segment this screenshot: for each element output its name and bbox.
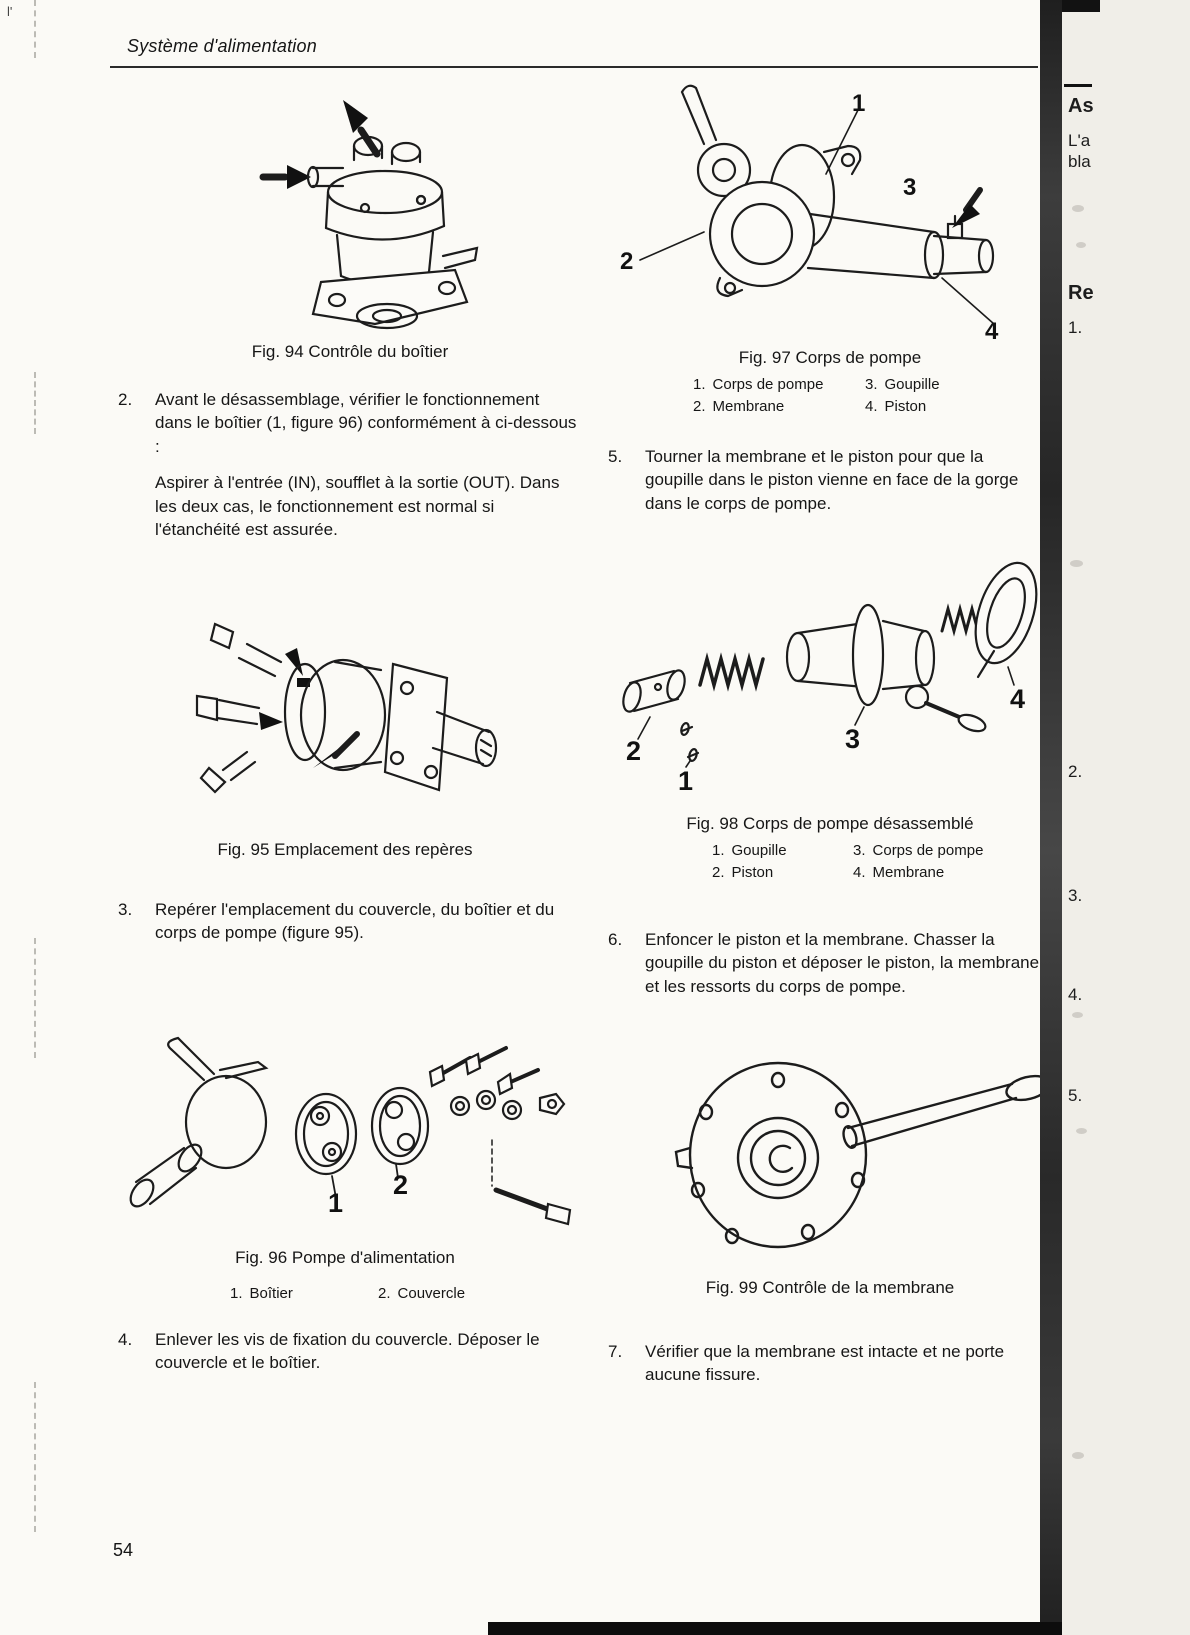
fig97-legend-item [865, 398, 926, 415]
fig98-svg [612, 535, 1052, 795]
scan-corner-mark: l' [7, 4, 13, 19]
legend-num: 4. [853, 864, 866, 881]
edge-text-re: Re [1068, 282, 1094, 304]
legend-label: Membrane [872, 864, 945, 881]
legend-label: Goupille [731, 842, 787, 859]
step-6 [608, 928, 1048, 998]
header-rule [110, 66, 1038, 68]
scan-edge-dash [1064, 84, 1092, 87]
scan-artifact-line [34, 372, 36, 434]
scan-bottom-bar [488, 1622, 1062, 1635]
fig96-legend-item [378, 1285, 465, 1302]
fig96-drawing [108, 1012, 588, 1232]
legend-label: Boîtier [249, 1285, 293, 1302]
step-6-number: 6. [608, 930, 623, 949]
fig98-callout-1: 1 [678, 766, 694, 796]
fig97-legend-item [693, 398, 784, 415]
step-7 [608, 1340, 1046, 1387]
fig99-svg [640, 1040, 1060, 1265]
fig96-callout-2: 2 [393, 1170, 409, 1200]
step-6-text: Enfoncer le piston et la membrane. Chasser la goupille du piston et déposer le piston, la membrane et les ressorts du corps de pompe. [645, 930, 1040, 996]
fig95-svg [185, 600, 515, 835]
fig98-callout-2: 2 [626, 736, 642, 766]
legend-num: 2. [378, 1285, 391, 1302]
scan-smudge [1072, 1452, 1084, 1459]
step-2-body [155, 388, 580, 542]
edge-text-as: As [1068, 95, 1094, 117]
legend-label: Goupille [884, 376, 940, 393]
fig98-legend-item [853, 842, 983, 859]
legend-num: 2. [712, 864, 725, 881]
legend-label: Couvercle [397, 1285, 466, 1302]
step-5-text: Tourner la membrane et le piston pour que la goupille dans le piston vienne en face de la gorge dans le corps de pompe. [645, 447, 1019, 513]
step-3-number: 3. [118, 900, 133, 919]
fig99-caption: Fig. 99 Contrôle de la membrane [705, 1278, 955, 1297]
step-7-number: 7. [608, 1342, 623, 1361]
scan-artifact-line [34, 0, 36, 58]
step-3-text: Repérer l'emplacement du couvercle, du boîtier et du corps de pompe (figure 95). [155, 900, 555, 943]
fig96-legend-item [230, 1285, 293, 1302]
edge-text-4: 4. [1068, 985, 1083, 1004]
fig94-drawing [225, 80, 485, 338]
fig94-svg [225, 80, 485, 338]
fig99-drawing [640, 1040, 1060, 1265]
step-4 [118, 1328, 580, 1375]
legend-label: Piston [731, 864, 774, 881]
scan-artifact-line [34, 938, 36, 1058]
legend-label: Corps de pompe [712, 376, 824, 393]
scan-smudge [1070, 560, 1083, 567]
fig96-caption: Fig. 96 Pompe d'alimentation [235, 1248, 455, 1267]
fig98-legend-item [712, 842, 787, 859]
fig97-drawing [612, 82, 1042, 347]
page-header-title: Système d'alimentation [127, 36, 317, 56]
fig96-svg [108, 1012, 588, 1232]
step-4-text: Enlever les vis de fixation du couvercle. Déposer le couvercle et le boîtier. [155, 1330, 540, 1373]
fig98-legend-item [853, 864, 944, 881]
edge-text-bla: bla [1068, 152, 1091, 171]
scan-gutter-band [1040, 0, 1062, 1635]
fig97-caption: Fig. 97 Corps de pompe [738, 348, 922, 367]
legend-num: 1. [693, 376, 706, 393]
step-7-text: Vérifier que la membrane est intacte et ne porte aucune fissure. [645, 1342, 1005, 1385]
edge-text-5: 5. [1068, 1086, 1083, 1105]
step-2-text: Avant le désassemblage, vérifier le fonctionnement dans le boîtier (1, figure 96) conformément à ci-dessous : [155, 390, 577, 456]
fig97-legend-item [693, 376, 823, 393]
step-2-text2: Aspirer à l'entrée (IN), soufflet à la sortie (OUT). Dans les deux cas, le fonctionnement est normal si l'étanchéité est assurée. [155, 473, 560, 540]
legend-num: 2. [693, 398, 706, 415]
step-2-number: 2. [118, 390, 133, 409]
legend-num: 4. [865, 398, 878, 415]
legend-num: 1. [712, 842, 725, 859]
scan-smudge [1076, 242, 1086, 248]
edge-text-1: 1. [1068, 318, 1083, 337]
step-4-number: 4. [118, 1330, 133, 1349]
scan-smudge [1072, 205, 1084, 212]
fig95-drawing [185, 600, 515, 835]
fig98-callout-4: 4 [1010, 684, 1026, 714]
step-5-number: 5. [608, 447, 623, 466]
fig97-svg [612, 82, 1042, 347]
scan-smudge [1072, 1012, 1083, 1018]
step-2 [118, 388, 580, 542]
scan-corner-blob [1062, 0, 1100, 12]
legend-label: Corps de pompe [872, 842, 984, 859]
legend-num: 3. [865, 376, 878, 393]
fig97-callout-4: 4 [985, 318, 999, 345]
fig96-callout-1: 1 [328, 1188, 344, 1218]
legend-num: 1. [230, 1285, 243, 1302]
fig98-callout-3: 3 [845, 724, 861, 754]
legend-num: 3. [853, 842, 866, 859]
fig98-legend-item [712, 864, 773, 881]
page-number: 54 [113, 1540, 134, 1560]
step-3 [118, 898, 580, 945]
edge-text-la: L'a [1068, 131, 1091, 150]
fig97-callout-1: 1 [852, 90, 866, 117]
edge-text-3: 3. [1068, 886, 1083, 905]
legend-label: Membrane [712, 398, 785, 415]
legend-label: Piston [884, 398, 927, 415]
fig97-callout-3: 3 [903, 174, 917, 201]
fig97-legend-item [865, 376, 940, 393]
step-5 [608, 445, 1046, 515]
fig98-caption: Fig. 98 Corps de pompe désassemblé [686, 814, 974, 833]
fig97-callout-2: 2 [620, 248, 634, 275]
fig94-caption: Fig. 94 Contrôle du boîtier [251, 342, 449, 361]
edge-text-2: 2. [1068, 762, 1083, 781]
scan-artifact-line [34, 1382, 36, 1532]
fig95-caption: Fig. 95 Emplacement des repères [217, 840, 473, 859]
scan-smudge [1076, 1128, 1087, 1134]
fig98-drawing [612, 535, 1052, 795]
